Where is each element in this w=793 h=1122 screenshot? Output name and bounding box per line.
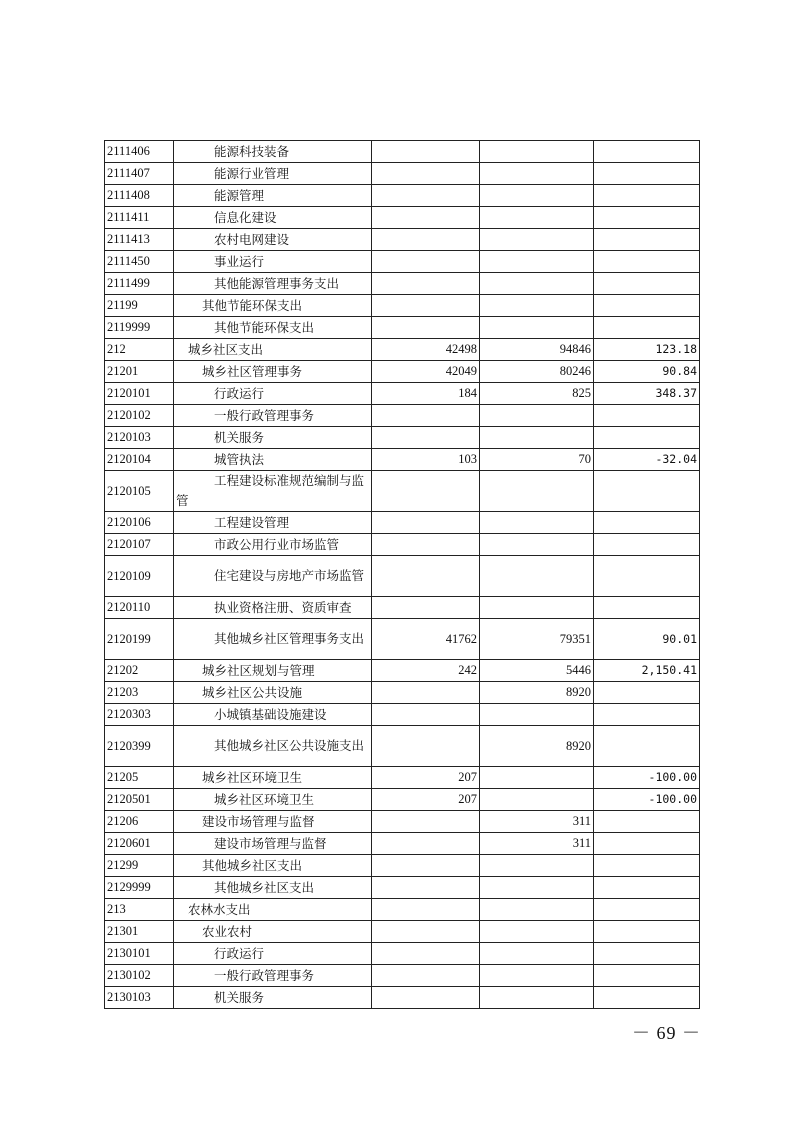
row-value-1 (372, 185, 480, 207)
row-code: 21203 (105, 682, 174, 704)
row-change-pct (594, 185, 700, 207)
table-row (105, 833, 700, 855)
row-change-pct (594, 427, 700, 449)
row-name: 能源科技装备 (174, 141, 372, 163)
row-name: 城乡社区支出 (174, 339, 372, 361)
row-code: 21205 (105, 767, 174, 789)
row-code: 21206 (105, 811, 174, 833)
row-change-pct (594, 207, 700, 229)
row-value-2 (480, 987, 594, 1009)
row-name: 市政公用行业市场监管 (174, 534, 372, 556)
row-value-2 (480, 405, 594, 427)
row-value-2: 311 (480, 811, 594, 833)
row-value-2 (480, 317, 594, 339)
row-value-2: 94846 (480, 339, 594, 361)
row-name: 事业运行 (174, 251, 372, 273)
row-value-1 (372, 965, 480, 987)
row-name: 城乡社区公共设施 (174, 682, 372, 704)
row-name: 一般行政管理事务 (174, 965, 372, 987)
table-row (105, 295, 700, 317)
row-value-1: 41762 (372, 619, 480, 660)
row-code: 2111407 (105, 163, 174, 185)
row-code: 2120199 (105, 619, 174, 660)
row-name: 其他能源管理事务支出 (174, 273, 372, 295)
row-value-2: 79351 (480, 619, 594, 660)
table-row (105, 855, 700, 877)
table-row (105, 141, 700, 163)
page-number: － 69 － (632, 1023, 701, 1043)
table-row (105, 317, 700, 339)
row-code: 2111499 (105, 273, 174, 295)
row-name: 小城镇基础设施建设 (174, 704, 372, 726)
row-name: 机关服务 (174, 427, 372, 449)
row-change-pct (594, 295, 700, 317)
row-name: 建设市场管理与监督 (174, 811, 372, 833)
row-change-pct (594, 726, 700, 767)
row-change-pct (594, 943, 700, 965)
row-code: 2120104 (105, 449, 174, 471)
row-value-1: 207 (372, 767, 480, 789)
row-value-1 (372, 704, 480, 726)
row-code: 2120105 (105, 471, 174, 512)
row-value-2 (480, 273, 594, 295)
row-change-pct (594, 471, 700, 512)
row-value-2 (480, 427, 594, 449)
row-value-1 (372, 877, 480, 899)
table-row (105, 877, 700, 899)
row-value-1: 207 (372, 789, 480, 811)
row-change-pct (594, 899, 700, 921)
row-value-1 (372, 427, 480, 449)
row-value-1 (372, 251, 480, 273)
row-code: 2120102 (105, 405, 174, 427)
row-name: 工程建设管理 (174, 512, 372, 534)
table-row (105, 965, 700, 987)
row-change-pct (594, 251, 700, 273)
table-row (105, 767, 700, 789)
row-name: 执业资格注册、资质审查 (174, 597, 372, 619)
row-value-1 (372, 405, 480, 427)
row-code: 2111411 (105, 207, 174, 229)
row-code: 213 (105, 899, 174, 921)
row-value-1: 184 (372, 383, 480, 405)
row-name: 其他城乡社区支出 (174, 877, 372, 899)
row-value-1 (372, 682, 480, 704)
row-value-2 (480, 207, 594, 229)
table-row (105, 943, 700, 965)
table-row (105, 811, 700, 833)
row-name: 其他节能环保支出 (174, 295, 372, 317)
row-value-1 (372, 229, 480, 251)
row-name: 农林水支出 (174, 899, 372, 921)
table-row (105, 405, 700, 427)
row-value-2 (480, 163, 594, 185)
row-name: 其他城乡社区管理事务支出 (174, 619, 372, 660)
row-name: 城管执法 (174, 449, 372, 471)
row-name: 城乡社区环境卫生 (174, 767, 372, 789)
row-name: 机关服务 (174, 987, 372, 1009)
row-value-2 (480, 556, 594, 597)
table-row (105, 449, 700, 471)
row-code: 21299 (105, 855, 174, 877)
row-value-1 (372, 556, 480, 597)
row-name: 其他节能环保支出 (174, 317, 372, 339)
row-name: 一般行政管理事务 (174, 405, 372, 427)
table-row (105, 512, 700, 534)
row-value-1 (372, 317, 480, 339)
table-row (105, 789, 700, 811)
table-row (105, 251, 700, 273)
row-code: 2111406 (105, 141, 174, 163)
row-code: 2120109 (105, 556, 174, 597)
row-change-pct (594, 317, 700, 339)
row-value-2: 5446 (480, 660, 594, 682)
row-value-2 (480, 855, 594, 877)
budget-table (104, 140, 700, 1009)
row-change-pct: -32.04 (594, 449, 700, 471)
row-change-pct (594, 682, 700, 704)
row-name: 住宅建设与房地产市场监管 (174, 556, 372, 597)
row-value-2: 825 (480, 383, 594, 405)
row-value-1: 42498 (372, 339, 480, 361)
row-change-pct (594, 987, 700, 1009)
row-change-pct (594, 833, 700, 855)
row-change-pct: 90.01 (594, 619, 700, 660)
table-row (105, 185, 700, 207)
row-code: 2120110 (105, 597, 174, 619)
row-change-pct (594, 855, 700, 877)
row-value-2: 70 (480, 449, 594, 471)
table-row (105, 163, 700, 185)
row-change-pct: -100.00 (594, 767, 700, 789)
row-code: 2120601 (105, 833, 174, 855)
row-change-pct (594, 229, 700, 251)
row-value-2 (480, 789, 594, 811)
row-code: 212 (105, 339, 174, 361)
row-change-pct: 348.37 (594, 383, 700, 405)
row-value-2: 8920 (480, 726, 594, 767)
row-code: 21202 (105, 660, 174, 682)
row-value-2 (480, 597, 594, 619)
table-row (105, 899, 700, 921)
row-code: 2111450 (105, 251, 174, 273)
row-change-pct (594, 405, 700, 427)
row-name: 城乡社区规划与管理 (174, 660, 372, 682)
row-name: 农村电网建设 (174, 229, 372, 251)
row-name: 能源行业管理 (174, 163, 372, 185)
row-code: 2130103 (105, 987, 174, 1009)
row-value-2 (480, 251, 594, 273)
table-row (105, 207, 700, 229)
table-row (105, 427, 700, 449)
table-row (105, 987, 700, 1009)
row-value-2: 311 (480, 833, 594, 855)
table-row (105, 597, 700, 619)
row-value-2 (480, 185, 594, 207)
table-row (105, 383, 700, 405)
table-row (105, 339, 700, 361)
row-code: 2111413 (105, 229, 174, 251)
row-name: 城乡社区管理事务 (174, 361, 372, 383)
row-value-1 (372, 207, 480, 229)
row-value-1 (372, 141, 480, 163)
row-value-1 (372, 899, 480, 921)
row-name: 工程建设标准规范编制与监管 (174, 471, 372, 512)
row-value-2: 80246 (480, 361, 594, 383)
row-value-2 (480, 899, 594, 921)
row-code: 2129999 (105, 877, 174, 899)
row-code: 21301 (105, 921, 174, 943)
table-row (105, 682, 700, 704)
row-change-pct (594, 534, 700, 556)
row-value-2 (480, 767, 594, 789)
row-value-2 (480, 965, 594, 987)
row-value-2 (480, 229, 594, 251)
row-change-pct (594, 141, 700, 163)
row-value-1 (372, 811, 480, 833)
row-change-pct (594, 597, 700, 619)
table-row (105, 229, 700, 251)
row-name: 行政运行 (174, 383, 372, 405)
table-row (105, 361, 700, 383)
row-change-pct (594, 811, 700, 833)
row-code: 2120303 (105, 704, 174, 726)
row-value-1 (372, 471, 480, 512)
row-value-1 (372, 597, 480, 619)
row-value-2 (480, 921, 594, 943)
row-value-2 (480, 471, 594, 512)
row-code: 2120103 (105, 427, 174, 449)
row-change-pct (594, 163, 700, 185)
row-change-pct: 123.18 (594, 339, 700, 361)
row-code: 2111408 (105, 185, 174, 207)
row-value-2 (480, 877, 594, 899)
row-value-2 (480, 943, 594, 965)
row-code: 2119999 (105, 317, 174, 339)
row-value-1 (372, 726, 480, 767)
row-code: 2120107 (105, 534, 174, 556)
row-code: 2120501 (105, 789, 174, 811)
table-row (105, 726, 700, 767)
row-name: 城乡社区环境卫生 (174, 789, 372, 811)
row-change-pct (594, 512, 700, 534)
row-change-pct: 2,150.41 (594, 660, 700, 682)
row-value-1 (372, 921, 480, 943)
row-name: 能源管理 (174, 185, 372, 207)
row-change-pct: -100.00 (594, 789, 700, 811)
row-code: 2120101 (105, 383, 174, 405)
row-code: 2130101 (105, 943, 174, 965)
row-value-2 (480, 534, 594, 556)
row-change-pct (594, 704, 700, 726)
row-name: 信息化建设 (174, 207, 372, 229)
row-value-2 (480, 141, 594, 163)
table-row (105, 619, 700, 660)
row-value-1 (372, 534, 480, 556)
row-value-1 (372, 833, 480, 855)
row-name: 农业农村 (174, 921, 372, 943)
row-value-1 (372, 512, 480, 534)
row-value-1: 242 (372, 660, 480, 682)
table-row (105, 556, 700, 597)
row-change-pct: 90.84 (594, 361, 700, 383)
row-name: 建设市场管理与监督 (174, 833, 372, 855)
table-row (105, 273, 700, 295)
row-name: 行政运行 (174, 943, 372, 965)
row-value-1 (372, 295, 480, 317)
row-name: 其他城乡社区公共设施支出 (174, 726, 372, 767)
table-row (105, 704, 700, 726)
row-value-1: 103 (372, 449, 480, 471)
table-row (105, 660, 700, 682)
row-code: 2130102 (105, 965, 174, 987)
row-value-1 (372, 943, 480, 965)
row-change-pct (594, 273, 700, 295)
row-value-1 (372, 855, 480, 877)
budget-table-body (105, 141, 700, 1009)
row-code: 21199 (105, 295, 174, 317)
row-value-1 (372, 163, 480, 185)
row-value-1: 42049 (372, 361, 480, 383)
row-value-2 (480, 704, 594, 726)
row-change-pct (594, 965, 700, 987)
row-code: 21201 (105, 361, 174, 383)
row-code: 2120106 (105, 512, 174, 534)
row-change-pct (594, 877, 700, 899)
row-name: 其他城乡社区支出 (174, 855, 372, 877)
table-row (105, 534, 700, 556)
row-value-2 (480, 295, 594, 317)
row-value-1 (372, 987, 480, 1009)
table-row (105, 921, 700, 943)
row-value-2 (480, 512, 594, 534)
row-change-pct (594, 921, 700, 943)
row-value-2: 8920 (480, 682, 594, 704)
row-value-1 (372, 273, 480, 295)
table-row (105, 471, 700, 512)
row-change-pct (594, 556, 700, 597)
row-code: 2120399 (105, 726, 174, 767)
